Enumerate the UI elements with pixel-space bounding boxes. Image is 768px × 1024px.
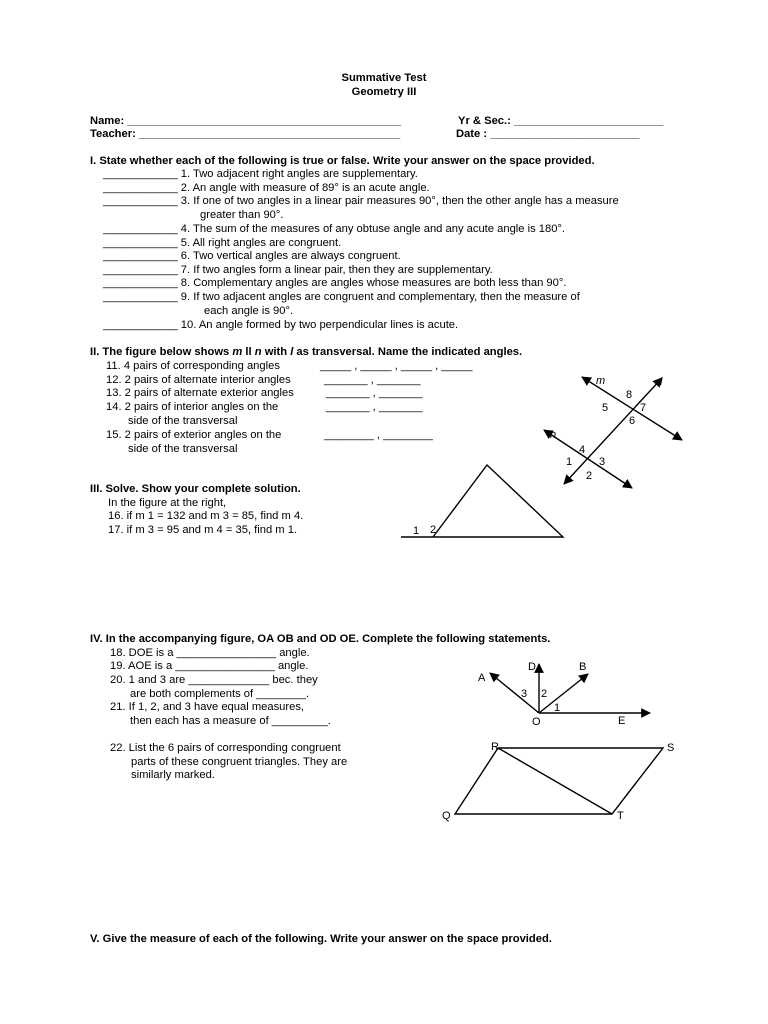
point-b-label: B bbox=[579, 661, 587, 673]
point-t-label: T bbox=[617, 810, 624, 822]
angle-4-label: 4 bbox=[579, 444, 586, 456]
angle-7-label: 7 bbox=[640, 402, 647, 414]
list-item: 20. 1 and 3 are _____________ bec. they bbox=[110, 674, 318, 686]
answer-blank: _______ , _______ bbox=[326, 401, 423, 413]
diagonal-rt bbox=[498, 748, 612, 814]
triangle-figure bbox=[395, 460, 567, 542]
list-item: 17. if m 3 = 95 and m 4 = 35, find m 1. bbox=[108, 524, 298, 536]
list-item: greater than 90°. bbox=[200, 209, 284, 221]
yr-sec-field: Yr & Sec.: ________________________ bbox=[458, 115, 664, 127]
angles-figure bbox=[470, 655, 660, 730]
list-item: ____________ 8. Complementary angles are angles whose measures are both less than 90°. bbox=[103, 277, 567, 289]
triangle-shape bbox=[401, 465, 563, 537]
test-title: Summative Test bbox=[341, 72, 427, 84]
list-item: 12. 2 pairs of alternate interior angles bbox=[106, 374, 291, 386]
label-n: n bbox=[550, 429, 557, 441]
angle-3-label: 3 bbox=[521, 688, 528, 700]
list-item: ____________ 1. Two adjacent right angles are supplementary. bbox=[103, 168, 418, 180]
list-item: are both complements of ________. bbox=[130, 688, 310, 700]
list-item: 19. AOE is a ________________ angle. bbox=[110, 660, 309, 672]
point-e-label: E bbox=[618, 715, 626, 727]
parallelogram-shape bbox=[455, 748, 663, 814]
list-item: ____________ 6. Two vertical angles are always congruent. bbox=[103, 250, 401, 262]
list-item: parts of these congruent triangles. They are bbox=[131, 756, 348, 768]
list-item: 15. 2 pairs of exterior angles on the bbox=[106, 429, 282, 441]
list-item: ____________ 5. All right angles are congruent. bbox=[103, 237, 342, 249]
line-l bbox=[564, 378, 662, 484]
part1-heading: I. State whether each of the following is true or false. Write your answer on the space provided. bbox=[90, 155, 595, 167]
list-item: ____________ 9. If two adjacent angles are congruent and complementary, then the measure of bbox=[103, 291, 580, 303]
answer-blank: _______ , _______ bbox=[324, 374, 421, 386]
point-s-label: S bbox=[667, 742, 675, 754]
answer-blank: _______ , _______ bbox=[326, 387, 423, 399]
list-item: 18. DOE is a ________________ angle. bbox=[110, 647, 310, 659]
list-item: then each has a measure of _________. bbox=[130, 715, 331, 727]
part3-intro: In the figure at the right, bbox=[108, 497, 227, 509]
list-item: 22. List the 6 pairs of corresponding congruent bbox=[110, 742, 341, 754]
point-o-label: O bbox=[532, 716, 541, 728]
angle-2-label: 2 bbox=[586, 470, 593, 482]
parallelogram-figure bbox=[440, 740, 680, 825]
part4-heading: IV. In the accompanying figure, OA OB and OD OE. Complete the following statements. bbox=[90, 633, 551, 645]
list-item: side of the transversal bbox=[128, 415, 238, 427]
list-item: 14. 2 pairs of interior angles on the bbox=[106, 401, 279, 413]
answer-blank: ________ , ________ bbox=[324, 429, 433, 441]
angle-6-label: 6 bbox=[629, 415, 636, 427]
part3-heading: III. Solve. Show your complete solution. bbox=[90, 483, 301, 495]
list-item: 21. If 1, 2, and 3 have equal measures, bbox=[110, 701, 305, 713]
angle-3-label: 3 bbox=[599, 456, 606, 468]
date-field: Date : ________________________ bbox=[456, 128, 640, 140]
teacher-field: Teacher: __________________________________________ bbox=[90, 128, 401, 140]
angle-2-label: 2 bbox=[541, 688, 548, 700]
name-field: Name: ____________________________________________ bbox=[90, 115, 402, 127]
list-item: 13. 2 pairs of alternate exterior angles bbox=[106, 387, 294, 399]
answer-blank: _____ , _____ , _____ , _____ bbox=[320, 360, 473, 372]
list-item: each angle is 90°. bbox=[204, 305, 294, 317]
angle-1-label: 1 bbox=[554, 702, 561, 714]
list-item: similarly marked. bbox=[131, 769, 215, 781]
ray-oa bbox=[490, 673, 539, 713]
list-item: side of the transversal bbox=[128, 443, 238, 455]
list-item: ____________ 7. If two angles form a linear pair, then they are supplementary. bbox=[103, 264, 493, 276]
angle-1-label: 1 bbox=[413, 525, 420, 537]
list-item: ____________ 2. An angle with measure of 89° is an acute angle. bbox=[103, 182, 430, 194]
point-q-label: Q bbox=[442, 810, 451, 822]
label-l: l bbox=[660, 376, 663, 388]
point-r-label: R bbox=[491, 741, 499, 753]
point-d-label: D bbox=[528, 661, 536, 673]
list-item: 16. if m 1 = 132 and m 3 = 85, find m 4. bbox=[108, 510, 304, 522]
list-item: ____________ 10. An angle formed by two perpendicular lines is acute. bbox=[103, 319, 459, 331]
angle-2-label: 2 bbox=[430, 524, 437, 536]
angle-8-label: 8 bbox=[626, 389, 633, 401]
angle-1-label: 1 bbox=[566, 456, 573, 468]
point-a-label: A bbox=[478, 672, 486, 684]
list-item: ____________ 4. The sum of the measures of any obtuse angle and any acute angle is 180°. bbox=[103, 223, 566, 235]
test-subtitle: Geometry III bbox=[351, 86, 417, 98]
angle-5-label: 5 bbox=[602, 402, 609, 414]
label-m: m bbox=[596, 375, 606, 387]
part5-heading: V. Give the measure of each of the following. Write your answer on the space provided. bbox=[90, 933, 552, 945]
list-item: 11. 4 pairs of corresponding angles bbox=[106, 360, 280, 372]
list-item: ____________ 3. If one of two angles in a linear pair measures 90°, then the other angle has a measure bbox=[103, 195, 619, 207]
part2-heading: II. The figure below shows m ll n with l as transversal. Name the indicated angles. bbox=[90, 346, 523, 358]
